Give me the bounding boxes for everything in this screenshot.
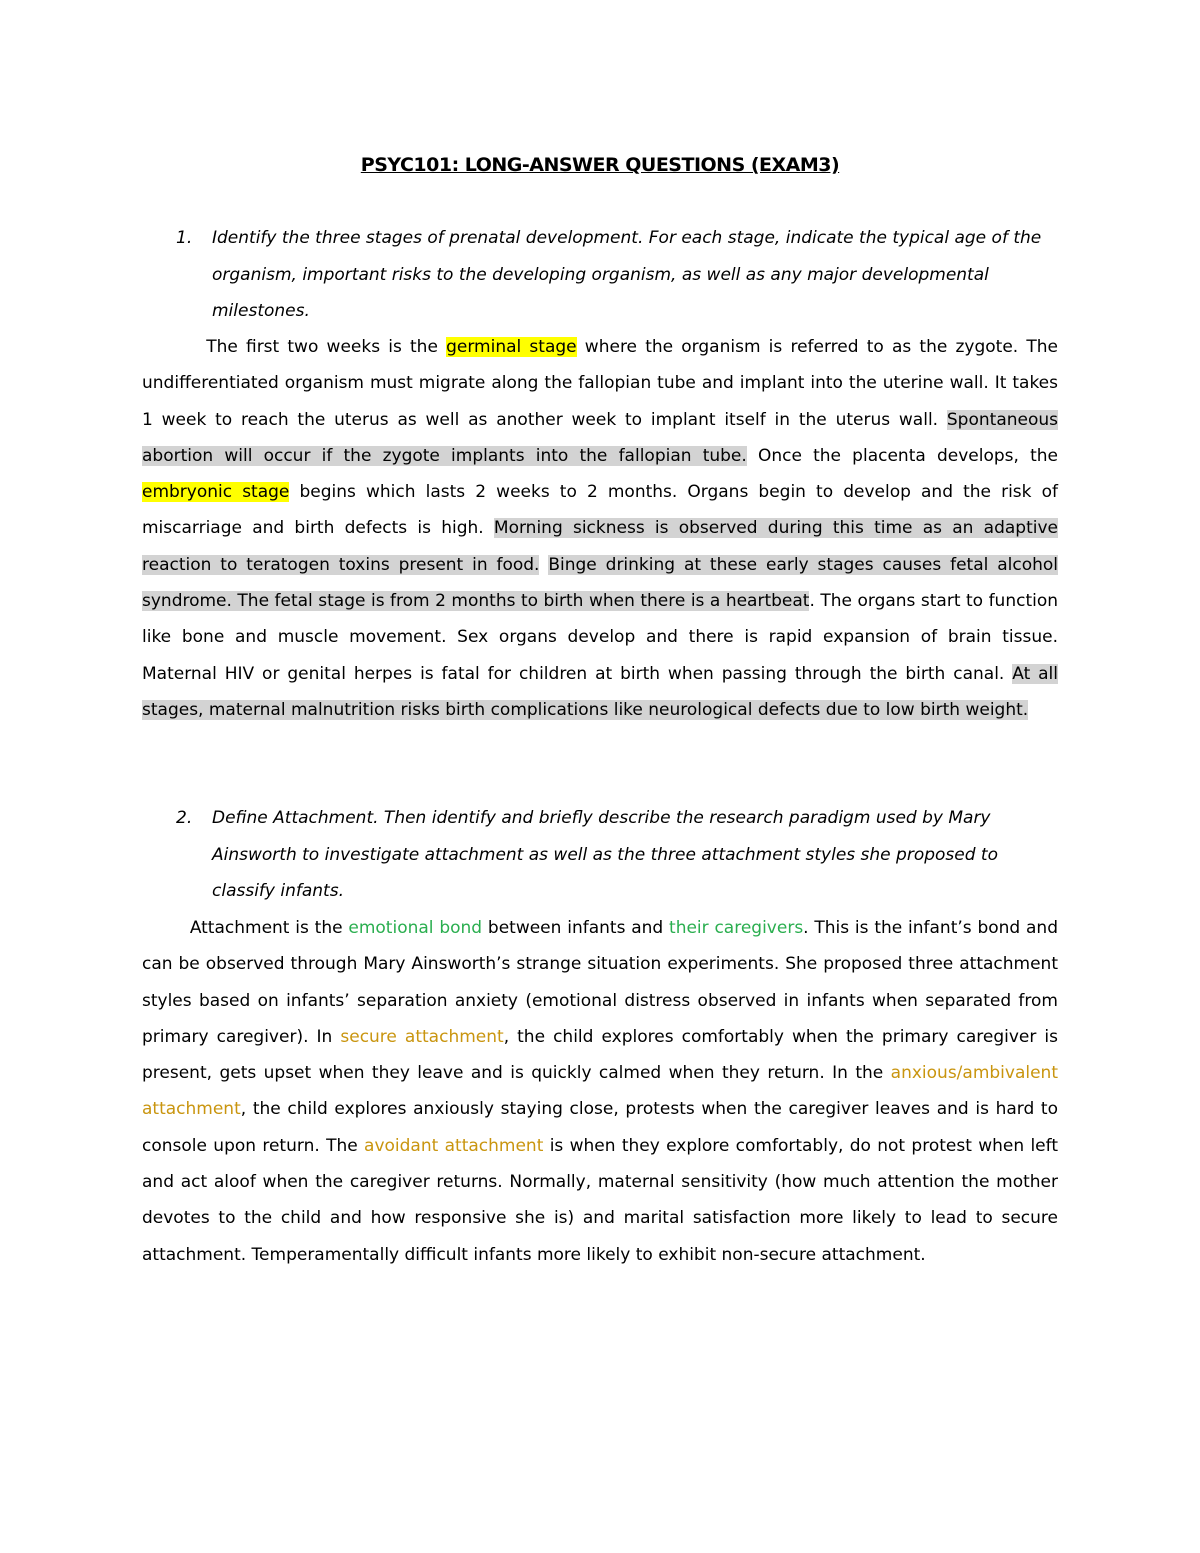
answer-text: begins which lasts 2 weeks to 2 months. Organs begin to develop and the risk of miscarriage and birth defects is high.: [142, 482, 1058, 539]
question-text: Identify the three stages of prenatal development. For each stage, indicate the typical age of the organism, important risks to the developing organism, as well as any major developmental milestones.: [212, 228, 1042, 321]
attachment-style-term: secure attachment: [340, 1026, 504, 1047]
highlighted-passage: Morning sickness is observed during this time as an adaptive reaction to teratogen toxins present in food.: [142, 518, 1059, 575]
highlighted-passage: Binge drinking at these early stages causes fetal alcohol syndrome. The fetal stage is from 2 months to birth when there is a heartbeat: [142, 554, 1059, 612]
answer-1: [142, 329, 1058, 728]
answer-text: Attachment is the: [189, 918, 349, 938]
attachment-style-term: anxious/ambivalent attachment: [142, 1063, 1058, 1120]
key-term: emotional bond: [348, 918, 483, 938]
answer-text: . This is the infant’s bond and can be observed through Mary Ainsworth’s strange situation experiments. She proposed three attachment styles based on infants’ separation anxiety (emotional distress observed in infants when separated from primary caregiver). In: [142, 918, 1058, 1047]
question-text: Define Attachment. Then identify and briefly describe the research paradigm used by Mary Ainsworth to investigate attachment as well as the three attachment styles she proposed to classify infants.: [212, 808, 998, 901]
answer-text: between infants and: [482, 918, 670, 938]
highlighted-term: embryonic stage: [142, 482, 290, 503]
attachment-style-term: avoidant attachment: [364, 1135, 544, 1156]
question-2: [176, 800, 1066, 910]
answer-text: The first two weeks is the: [206, 337, 447, 357]
question-number: 1.: [176, 228, 193, 248]
key-term: their caregivers: [669, 918, 804, 938]
page-title: PSYC101: LONG-ANSWER QUESTIONS (EXAM3): [360, 154, 840, 176]
answer-text: , the child explores anxiously staying close, protests when the caregiver leaves and is hard to console upon return. The: [142, 1099, 1058, 1156]
answer-2: [142, 910, 1058, 1273]
answer-text: . The organs start to function like bone and muscle movement. Sex organs develop and there is rapid expansion of brain tissue. Maternal HIV or genital herpes is fatal for children at birth when passing through the birth canal.: [142, 591, 1059, 684]
answer-text: , the child explores comfortably when the primary caregiver is present, gets upset when they leave and is quickly calmed when they return. In the: [142, 1026, 1058, 1084]
answer-text: Once the placenta develops, the: [746, 445, 1058, 466]
question-1: [176, 220, 1066, 330]
answer-text: is when they explore comfortably, do not protest when left and act aloof when the caregiver returns. Normally, maternal sensitivity (how much attention the mother devotes to the child and how responsive she is) and marital satisfaction more likely to lead to secure attachment. Temperamentally difficult infants more likely to exhibit non-secure attachment.: [142, 1135, 1058, 1265]
answer-text: where the organism is referred to as the zygote. The undifferentiated organism must migrate along the fallopian tube and implant into the uterine wall. It takes 1 week to reach the uterus as well as another week to implant itself in the uterus wall.: [142, 337, 1058, 430]
highlighted-passage: At all stages, maternal malnutrition risks birth complications like neurological defects due to low birth weight.: [142, 663, 1059, 720]
highlighted-passage: Spontaneous abortion will occur if the zygote implants into the fallopian tube.: [142, 409, 1058, 466]
highlighted-term: germinal stage: [446, 337, 577, 357]
question-number: 2.: [176, 808, 193, 828]
